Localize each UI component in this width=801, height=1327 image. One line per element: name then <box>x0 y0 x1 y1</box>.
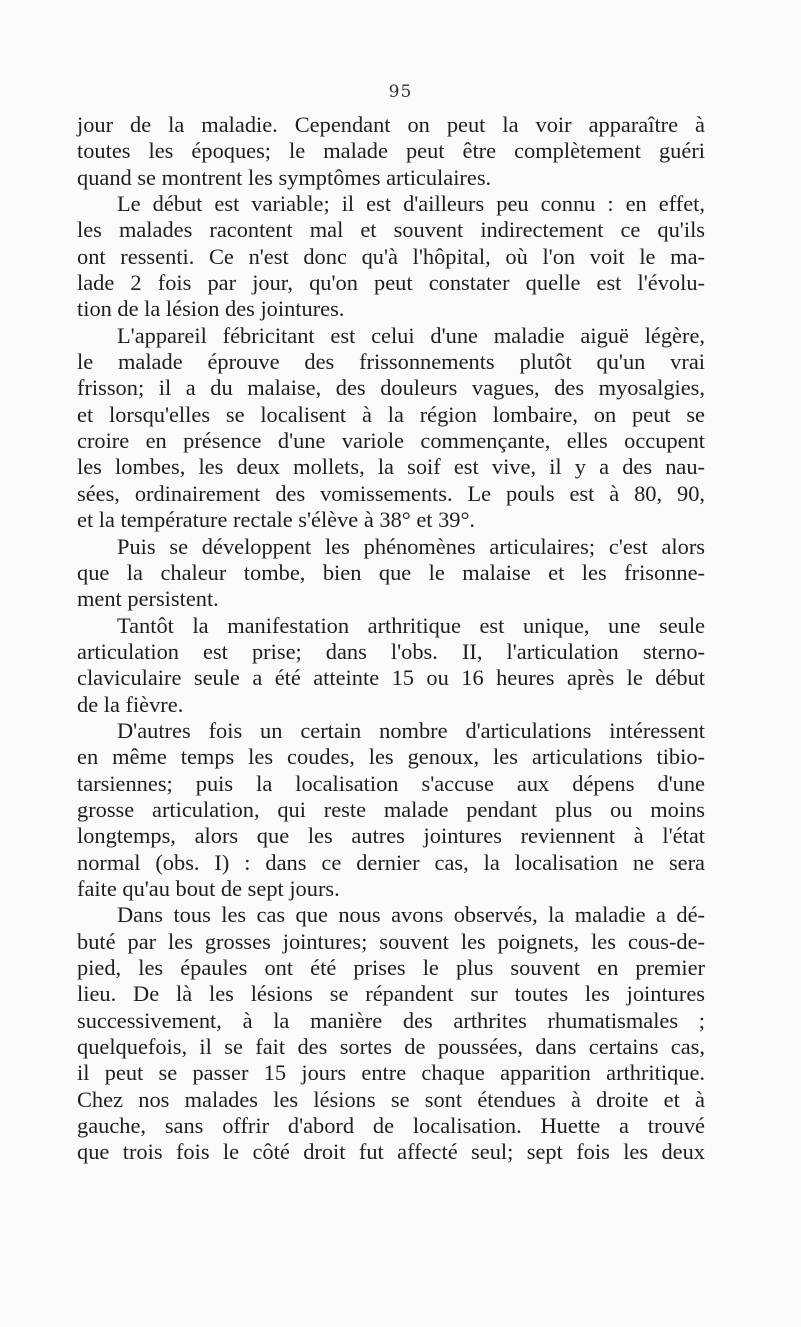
text-line: tarsiennes; puis la localisation s'accuse aux dépens d'une <box>77 770 705 796</box>
text-line: claviculaire seule a été atteinte 15 ou 16 heures après le début <box>77 665 705 691</box>
page-number: 95 <box>388 82 413 102</box>
text-line: faite qu'au bout de sept jours. <box>77 875 340 901</box>
text-line: Puis se développent les phénomènes articulaires; c'est alors <box>117 533 705 559</box>
text-line: grosse articulation, qui reste malade pendant plus ou moins <box>77 796 705 822</box>
text-line: pied, les épaules ont été prises le plus souvent en premier <box>77 955 705 980</box>
text-line: sées, ordinairement des vomissements. Le pouls est à 80, 90, <box>77 480 705 506</box>
text-line: articulation est prise; dans l'obs. II, l'articulation sterno- <box>77 638 705 664</box>
text-line: ment persistent. <box>77 586 219 612</box>
text-line: frisson; il a du malaise, des douleurs vagues, des myosalgies, <box>77 375 705 401</box>
text-line: Le début est variable; il est d'ailleurs peu connu : en effet, <box>117 191 705 217</box>
text-line: jour de la maladie. Cependant on peut la voir apparaître à <box>77 112 705 137</box>
text-line: les lombes, les deux mollets, la soif est vive, il y a des nau- <box>77 454 705 480</box>
text-line: que la chaleur tombe, bien que le malaise et les frisonne- <box>77 559 705 585</box>
text-line: et la température rectale s'élève à 38° et 39°. <box>77 507 476 533</box>
text-line: lade 2 fois par jour, qu'on peut constater quelle est l'évolu- <box>77 270 705 296</box>
text-line: Dans tous les cas que nous avons observés, la maladie a dé- <box>117 902 705 928</box>
text-line: en même temps les coudes, les genoux, les articulations tibio- <box>77 744 705 770</box>
text-line: ont ressenti. Ce n'est donc qu'à l'hôpital, où l'on voit le ma- <box>77 243 705 269</box>
text-line: le malade éprouve des frissonnements plutôt qu'un vrai <box>77 349 705 375</box>
text-line: buté par les grosses jointures; souvent les poignets, les cous-de- <box>77 928 705 954</box>
text-line: normal (obs. I) : dans ce dernier cas, la localisation ne sera <box>77 849 705 875</box>
text-line: les malades racontent mal et souvent indirectement ce qu'ils <box>77 217 705 243</box>
text-line: il peut se passer 15 jours entre chaque apparition arthritique. <box>77 1060 705 1086</box>
text-line: D'autres fois un certain nombre d'articulations intéressent <box>117 717 705 743</box>
text-line: quelquefois, il se fait des sortes de poussées, dans certains cas, <box>77 1034 705 1060</box>
text-line: successivement, à la manière des arthrites rhumatismales ; <box>77 1007 705 1033</box>
text-line: et lorsqu'elles se localisent à la région lombaire, on peut se <box>77 401 705 427</box>
text-line: longtemps, alors que les autres jointures reviennent à l'état <box>77 823 705 849</box>
text-line: Chez nos malades les lésions se sont étendues à droite et à <box>77 1086 705 1112</box>
text-line: gauche, sans offrir d'abord de localisation. Huette a trouvé <box>77 1113 705 1139</box>
text-line: L'appareil fébricitant est celui d'une maladie aiguë légère, <box>117 322 705 348</box>
text-line: Tantôt la manifestation arthritique est unique, une seule <box>117 612 705 638</box>
text-line: de la fièvre. <box>77 691 184 717</box>
body-text <box>77 112 705 1166</box>
text-line: tion de la lésion des jointures. <box>77 296 345 322</box>
text-line: quand se montrent les symptômes articulaires. <box>77 164 492 190</box>
text-line: toutes les époques; le malade peut être complètement guéri <box>77 138 705 164</box>
text-line: croire en présence d'une variole commençante, elles occupent <box>77 428 705 454</box>
text-line: lieu. De là les lésions se répandent sur toutes les jointures <box>77 981 705 1007</box>
text-line: que trois fois le côté droit fut affecté seul; sept fois les deux <box>77 1139 705 1165</box>
